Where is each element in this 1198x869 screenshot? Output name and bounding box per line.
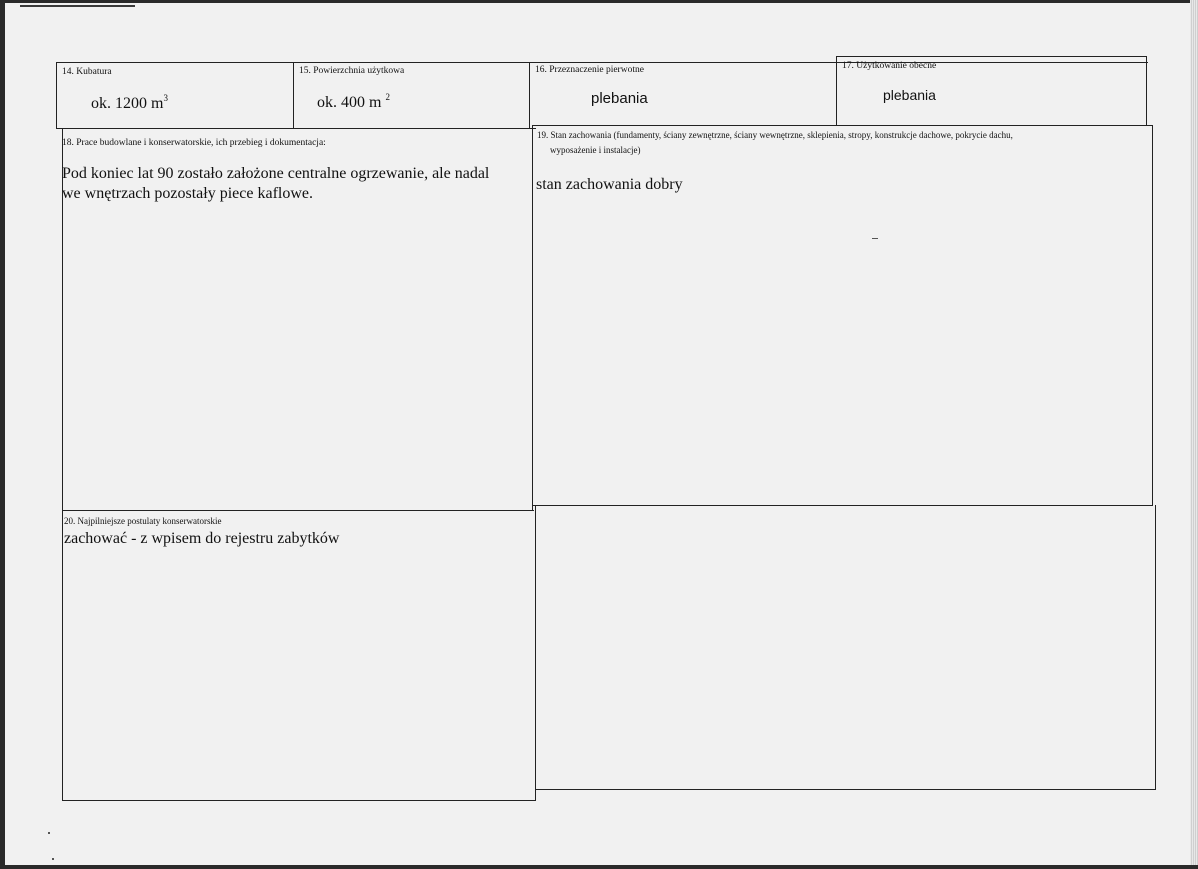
scan-top-mark (20, 5, 135, 7)
scan-speck (48, 832, 50, 834)
powierzchnia-value-text: ok. 400 m (317, 94, 382, 111)
uzytkowanie-value: plebania (883, 87, 936, 103)
scan-border-right (1190, 0, 1198, 869)
prace-text-line-2: we wnętrzach pozostały piece kaflowe. (62, 185, 313, 202)
scan-speck (52, 858, 54, 860)
scan-border-bottom (0, 865, 1198, 869)
kubatura-value-text: ok. 1200 m (91, 95, 164, 112)
powierzchnia-label: 15. Powierzchnia użytkowa (299, 66, 405, 76)
stan-text: stan zachowania dobry (536, 176, 683, 193)
stan-label-line-1: 19. Stan zachowania (fundamenty, ściany zewnętrzne, ściany wewnętrzne, sklepienia, stropy, konstrukcje dachowe, pokrycie dachu, (537, 130, 1013, 140)
stan-label-line-2: wyposażenie i instalacje) (550, 145, 641, 155)
scan-speck (872, 238, 878, 239)
kubatura-unit-exponent: 3 (163, 93, 168, 103)
prace-text-line-1: Pod koniec lat 90 zostało założone centralne ogrzewanie, ale nadal (62, 165, 490, 182)
postulaty-text: zachować - z wpisem do rejestru zabytków (64, 530, 340, 547)
powierzchnia-unit-exponent: 2 (385, 92, 390, 102)
powierzchnia-value (317, 92, 390, 112)
scan-border-left (0, 0, 5, 869)
prace-text (62, 164, 528, 204)
prace-label: 18. Prace budowlane i konserwatorskie, ich przebieg i dokumentacja: (62, 138, 326, 148)
przeznaczenie-value: plebania (591, 90, 648, 107)
postulaty-label: 20. Najpilniejsze postulaty konserwatorskie (64, 516, 222, 526)
kubatura-value (91, 93, 168, 113)
przeznaczenie-label: 16. Przeznaczenie pierwotne (535, 65, 644, 75)
uzytkowanie-label: 17. Użytkowanie obecne (842, 61, 937, 71)
scan-border-top (0, 0, 1198, 3)
kubatura-label: 14. Kubatura (62, 67, 112, 77)
